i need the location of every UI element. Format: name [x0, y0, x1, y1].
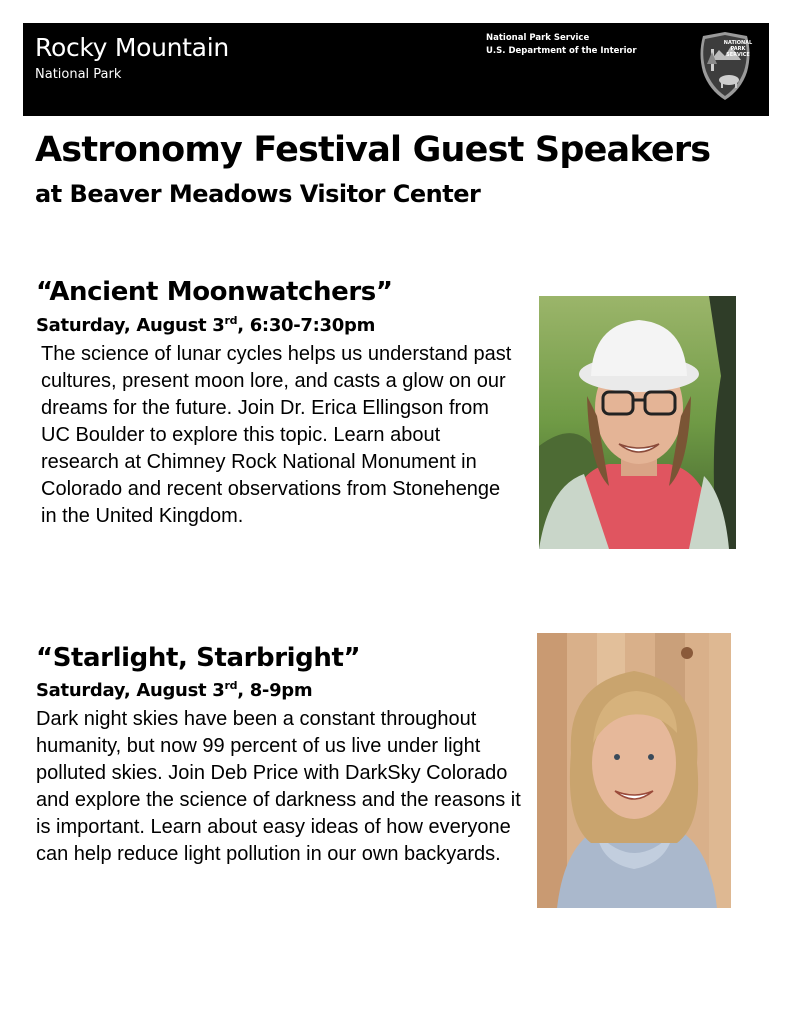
talk-description: Dark night skies have been a constant throughout humanity, but now 99 percent of us live under light polluted skies. Join Deb Price with DarkSky Colorado and explore the science of darkness and the reasons it is important. Learn about easy ideas of how everyone can help reduce light pollution in our own backyards. [36, 708, 521, 865]
talk-day-suffix: rd [224, 314, 238, 327]
talk-description: The science of lunar cycles helps us understand past cultures, present moon lore, and casts a glow on our dreams for the future. Join Dr. Erica Ellingson from UC Boulder to explore this topic. Learn about research at Chimney Rock National Monument in Colorado and recent observations from Stonehenge in the United Kingdom. [41, 343, 512, 527]
park-name: Rocky Mountain [35, 33, 229, 62]
page-title: Astronomy Festival Guest Speakers [35, 130, 711, 170]
talk-title-ancient-moonwatchers: “Ancient Moonwatchers” [36, 277, 393, 307]
svg-text:NATIONAL: NATIONAL [723, 40, 753, 46]
agency-line-1: National Park Service [486, 33, 590, 43]
speaker-photo-ellingson [539, 296, 736, 549]
page-subtitle: at Beaver Meadows Visitor Center [35, 180, 481, 208]
nps-arrowhead-icon [697, 30, 753, 102]
park-subtitle: National Park [35, 67, 122, 82]
svg-text:SERVICE: SERVICE [726, 52, 750, 58]
talk-title-starlight-starbright: “Starlight, Starbright” [36, 643, 361, 673]
talk-day: Saturday, August 3 [36, 680, 225, 701]
talk-hours: , 6:30-7:30pm [237, 315, 376, 336]
agency-block [486, 32, 637, 58]
svg-text:PARK: PARK [730, 46, 746, 52]
talk-time [36, 314, 375, 336]
talk-time [36, 679, 312, 701]
speaker-photo-price [537, 633, 731, 908]
park-header-band [23, 23, 769, 116]
talk-day: Saturday, August 3 [36, 315, 225, 336]
agency-line-2: U.S. Department of the Interior [486, 46, 637, 56]
talk-hours: , 8-9pm [237, 680, 313, 701]
talk-day-suffix: rd [224, 679, 238, 692]
